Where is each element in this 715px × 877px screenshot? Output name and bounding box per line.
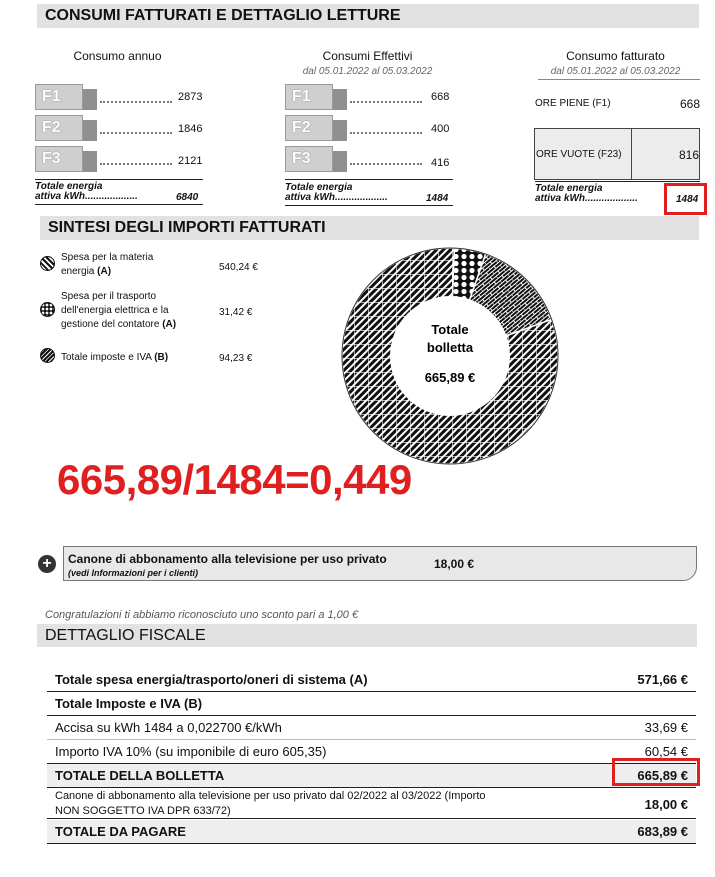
fiscal-row-totale-spesa: Totale spesa energia/trasporto/oneri di sistema (A) 571,66 € bbox=[55, 672, 688, 687]
donut-chart bbox=[340, 246, 560, 466]
value-annuo-f1: 2873 bbox=[178, 91, 203, 103]
column-title-consumo-fatturato: Consumo fatturato bbox=[566, 49, 665, 63]
canone-box bbox=[63, 546, 697, 581]
section-title: CONSUMI FATTURATI E DETTAGLIO LETTURE bbox=[45, 7, 401, 24]
section-header-sintesi bbox=[40, 216, 699, 240]
divider bbox=[285, 179, 453, 180]
divider bbox=[47, 818, 696, 819]
divider bbox=[285, 205, 453, 206]
brick-pattern-icon bbox=[40, 348, 55, 363]
fiscal-row-totale-da-pagare: TOTALE DA PAGARE 683,89 € bbox=[47, 820, 696, 843]
band-block-f3: F3 bbox=[285, 146, 347, 172]
band-block-f2: F2 bbox=[285, 115, 347, 141]
value-effettivi-f2: 400 bbox=[431, 123, 450, 135]
diagonal-stripe-pattern-icon bbox=[40, 256, 55, 271]
donut-center-line1: Totale bbox=[431, 322, 469, 337]
total-value-fatturato: 1484 bbox=[676, 194, 699, 205]
band-block-f1: F1 bbox=[285, 84, 347, 110]
section-title: SINTESI DEGLI IMPORTI FATTURATI bbox=[48, 219, 326, 236]
legend-materia-energia: Spesa per la materia energia (A) bbox=[61, 252, 154, 277]
value-annuo-f3: 2121 bbox=[178, 155, 203, 167]
dotted-leader bbox=[100, 101, 172, 103]
divider bbox=[535, 181, 700, 182]
dotted-leader bbox=[350, 101, 422, 103]
fiscal-row-totale-bolletta: TOTALE DELLA BOLLETTA 665,89 € bbox=[47, 764, 696, 787]
total-value-effettivi: 1484 bbox=[426, 193, 449, 204]
legend-amount: 540,24 € bbox=[219, 262, 258, 273]
divider bbox=[35, 179, 203, 180]
sconto-note: Congratulazioni ti abbiamo riconosciuto uno sconto pari a 1,00 € bbox=[45, 609, 359, 621]
period-consumo-fatturato: dal 05.01.2022 al 05.03.2022 bbox=[550, 66, 681, 77]
column-title-consumo-annuo: Consumo annuo bbox=[73, 49, 162, 63]
divider bbox=[35, 204, 203, 205]
legend-trasporto: Spesa per il trasporto dell'energia elettrica e la gestione del contatore (A) bbox=[61, 291, 177, 330]
fatturato-row-f1: ORE PIENE (F1) 668 bbox=[535, 97, 700, 111]
canone-title: Canone di abbonamento alla televisione per uso privato bbox=[68, 552, 387, 566]
fatturato-row-f23: ORE VUOTE (F23) 816 bbox=[534, 128, 700, 180]
total-label: Totale energia attiva kWh................... bbox=[35, 181, 138, 202]
dotted-leader bbox=[350, 163, 422, 165]
column-title-consumi-effettivi: Consumi Effettivi bbox=[322, 49, 413, 63]
dotted-leader bbox=[350, 132, 422, 134]
section-header-consumi bbox=[37, 4, 699, 28]
fiscal-row-iva: Importo IVA 10% (su imponibile di euro 605,35) 60,54 € bbox=[55, 744, 688, 759]
value-annuo-f2: 1846 bbox=[178, 123, 203, 135]
legend-amount: 31,42 € bbox=[219, 307, 253, 318]
plus-circle-icon[interactable]: + bbox=[38, 555, 56, 573]
period-consumi-effettivi: dal 05.01.2022 al 05.03.2022 bbox=[302, 66, 433, 77]
band-block-f2: F2 bbox=[35, 115, 97, 141]
total-label: Totale energia attiva kWh................... bbox=[285, 182, 388, 203]
value-effettivi-f3: 416 bbox=[431, 157, 450, 169]
value-effettivi-f1: 668 bbox=[431, 91, 450, 103]
section-header-fiscale bbox=[37, 624, 697, 647]
underline bbox=[538, 79, 700, 80]
section-title: DETTAGLIO FISCALE bbox=[45, 626, 206, 644]
fiscal-row-totale-imposte: Totale Imposte e IVA (B) bbox=[55, 696, 203, 711]
divider bbox=[47, 843, 696, 844]
dotted-leader bbox=[100, 132, 172, 134]
canone-subtitle: (vedi Informazioni per i clienti) bbox=[68, 568, 199, 578]
dotted-leader bbox=[100, 163, 172, 165]
hexagon-pattern-icon bbox=[40, 302, 55, 317]
legend-imposte: Totale imposte e IVA (B) bbox=[61, 352, 169, 363]
fiscal-row-accisa: Accisa su kWh 1484 a 0,022700 €/kWh 33,69 € bbox=[55, 720, 688, 735]
band-block-f3: F3 bbox=[35, 146, 97, 172]
total-value-annuo: 6840 bbox=[176, 192, 199, 203]
fiscal-row-canone: Canone di abbonamento alla televisione per uso privato dal 02/2022 al 03/2022 (Importo NON SOGGETTO IVA DPR 633/72) 18,00 € bbox=[55, 790, 688, 817]
total-label: Totale energia attiva kWh................... bbox=[535, 183, 638, 204]
highlight-box bbox=[612, 758, 700, 786]
band-block-f1: F1 bbox=[35, 84, 97, 110]
donut-center-line2: bolletta bbox=[426, 340, 474, 355]
canone-amount: 18,00 € bbox=[434, 557, 475, 571]
highlight-box bbox=[664, 183, 707, 215]
legend-amount: 94,23 € bbox=[219, 353, 253, 364]
donut-center-amount: 665,89 € bbox=[424, 370, 476, 385]
calculation-annotation: 665,89/1484=0,449 bbox=[57, 456, 412, 503]
